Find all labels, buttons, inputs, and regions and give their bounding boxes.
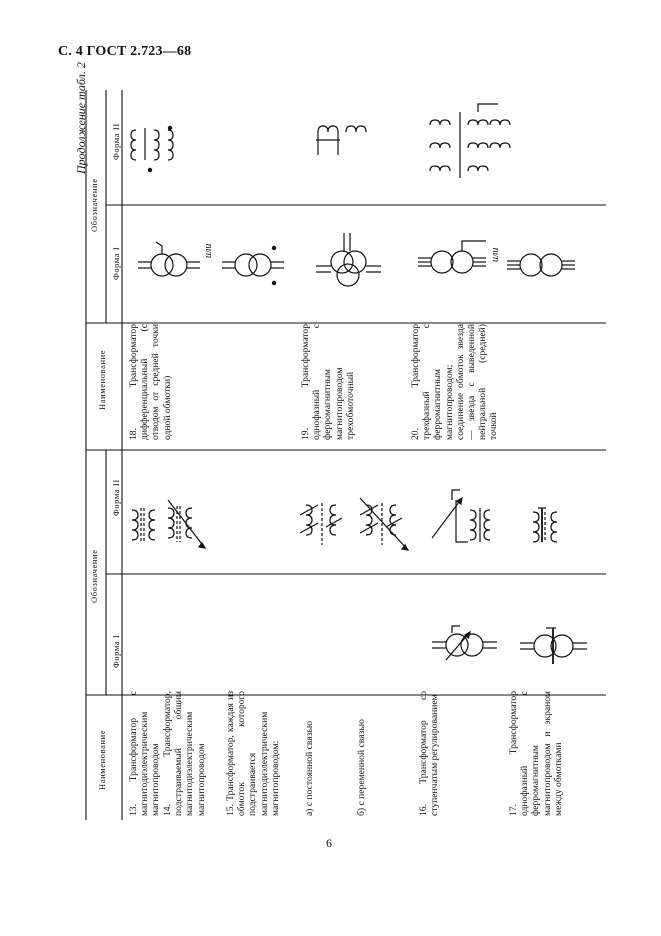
entry-13: 13. Трансформатор с магнитодиэлектрическим магнитопроводом	[128, 691, 162, 816]
entry-17: 17. Трансформатор однофазный с ферромагнитным магнитопроводом и экраном между обмотками	[508, 691, 564, 816]
symbol-15a-form2	[300, 503, 342, 545]
col-form2-left: Форма II	[111, 479, 121, 516]
entry-18: 18. Трансформатор дифференциальный (с отводом от средней точки одной обмотки)	[128, 324, 173, 440]
symbol-20-form1-a	[418, 241, 486, 273]
symbol-19-form2	[316, 126, 366, 155]
symbol-17-form1	[520, 628, 587, 664]
symbol-20-form1-b	[507, 254, 575, 276]
ili-18: или	[203, 243, 214, 258]
symbol-17-form2	[533, 508, 557, 542]
symbol-14-form2	[168, 500, 205, 548]
entry-15a: а) с постоянной связью	[304, 720, 315, 816]
symbol-16-form2	[432, 490, 490, 542]
symbol-20-form2	[430, 104, 510, 178]
entry-20: 20. Трансформатор трехфазный с ферромагнитным магнитопроводом; соединение обмоток звезда — звезда с выведенной нейтральной (средней) точкой	[410, 324, 500, 440]
page-header: С. 4 ГОСТ 2.723—68	[58, 44, 192, 59]
symbol-18-form1-b	[222, 246, 284, 284]
symbol-13-form2	[132, 508, 155, 542]
col-form1-right: Форма I	[111, 246, 121, 280]
entry-16: 16. Трансформатор со ступенчатым регулированием	[418, 691, 441, 816]
col-name-left: Наименование	[97, 729, 107, 790]
col-name-right: Наименование	[97, 349, 107, 410]
page-number: 6	[326, 836, 332, 850]
symbol-16-form1	[432, 626, 497, 660]
symbol-18-form1-a	[138, 242, 200, 276]
symbol-19-form1	[316, 233, 381, 286]
entry-15b: б) с переменной связью	[356, 719, 367, 816]
entry-14: 14. Трансформатор, подстраиваемый общим магнитодиэлектрическим магнитопроводом	[162, 691, 207, 816]
col-designation-left: Обозначение	[89, 549, 99, 603]
ili-20: или	[490, 247, 501, 262]
col-form1-left: Форма I	[111, 634, 121, 668]
symbol-15b-form2	[360, 498, 408, 550]
entry-19: 19. Трансформатор однофазный с ферромагнитным магнитопроводом трехобмоточный	[300, 324, 356, 440]
table-continuation-label: Продолжение табл. 2	[74, 62, 88, 174]
entry-15: 15. Трансформатор, каждая из обмоток которого подстраивается магнитодиэлектрическим магнитопроводом:	[225, 691, 281, 816]
col-designation-right: Обозначение	[89, 178, 99, 232]
col-form2-right: Форма II	[111, 123, 121, 160]
symbol-18-form2	[131, 126, 173, 171]
